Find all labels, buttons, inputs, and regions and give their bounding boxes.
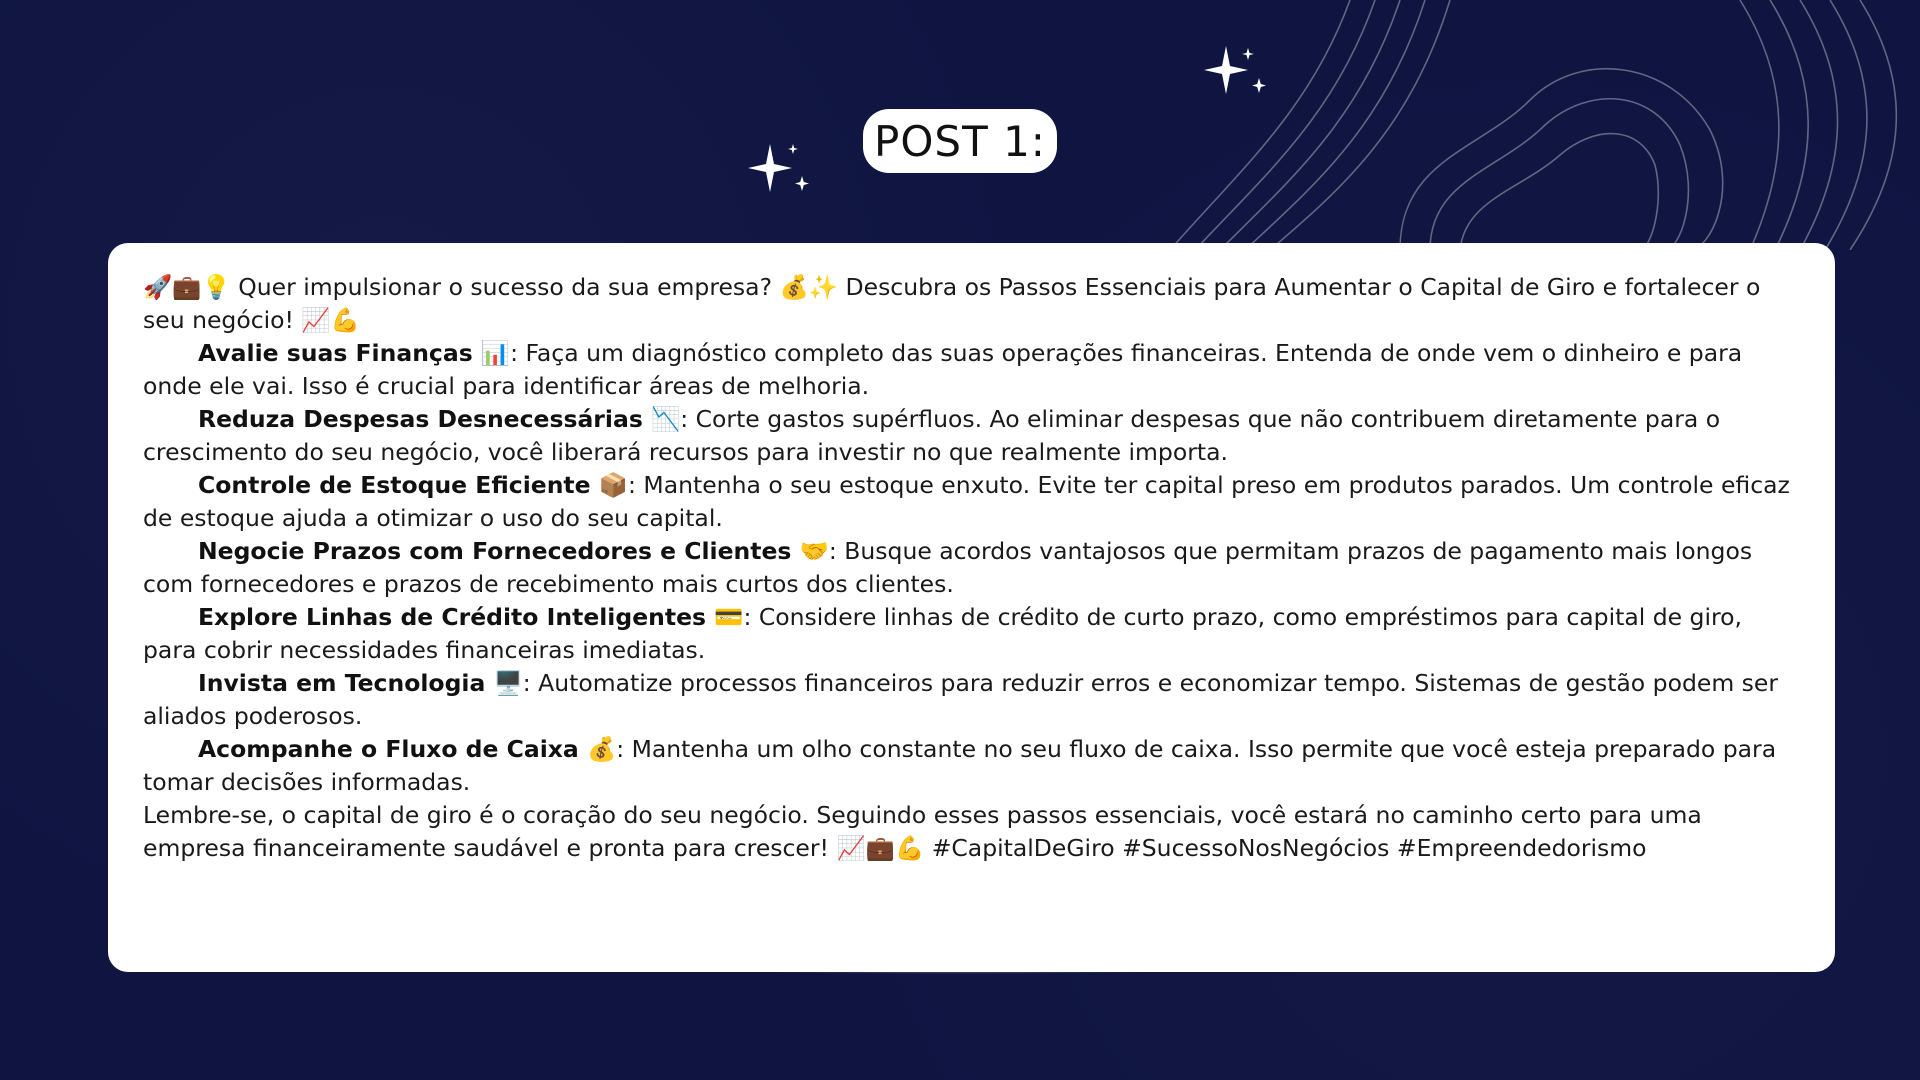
post-closing: Lembre-se, o capital de giro é o coração do seu negócio. Seguindo esses passos essenciais, você estará no caminho certo para uma empresa financeiramente saudável e pronta para crescer! 📈💼💪 #CapitalDeGiro #SucessoNosNegócios #Empreendedorismo: [143, 801, 1702, 862]
list-item: [143, 469, 1801, 535]
item-heading: Explore Linhas de Crédito Inteligentes 💳: [198, 603, 744, 631]
contour-lines-decoration: [1150, 0, 1920, 250]
item-text: : Busque acordos vantajosos que permitam prazos de pagamento mais longos com fornecedores e prazos de recebimento mais curtos dos clientes.: [143, 537, 1753, 598]
item-text: : Mantenha um olho constante no seu fluxo de caixa. Isso permite que você esteja preparado para tomar decisões informadas.: [143, 735, 1777, 796]
item-heading: Acompanhe o Fluxo de Caixa 💰: [198, 735, 617, 763]
list-item: [143, 403, 1801, 469]
item-heading: Avalie suas Finanças 📊: [198, 339, 511, 367]
item-heading: Reduza Despesas Desnecessárias 📉: [198, 405, 681, 433]
item-text: : Mantenha o seu estoque enxuto. Evite ter capital preso em produtos parados. Um controle eficaz de estoque ajuda a otimizar o uso do seu capital.: [143, 471, 1790, 532]
post-card: [108, 243, 1835, 972]
post-intro: 🚀💼💡 Quer impulsionar o sucesso da sua empresa? 💰✨ Descubra os Passos Essenciais para Aumentar o Capital de Giro e fortalecer o seu negócio! 📈💪: [143, 273, 1761, 334]
item-text: : Faça um diagnóstico completo das suas operações financeiras. Entenda de onde vem o dinheiro e para onde ele vai. Isso é crucial para identificar áreas de melhoria.: [143, 339, 1743, 400]
sparkle-icon: [1198, 40, 1268, 100]
list-item: [143, 667, 1801, 733]
sparkle-icon: [742, 138, 812, 198]
item-text: : Corte gastos supérfluos. Ao eliminar despesas que não contribuem diretamente para o crescimento do seu negócio, você liberará recursos para investir no que realmente importa.: [143, 405, 1721, 466]
list-item: [143, 337, 1801, 403]
list-item: [143, 535, 1801, 601]
item-text: : Automatize processos financeiros para reduzir erros e economizar tempo. Sistemas de gestão podem ser aliados poderosos.: [143, 669, 1779, 730]
list-item: [143, 733, 1801, 799]
item-heading: Controle de Estoque Eficiente 📦: [198, 471, 629, 499]
item-text: : Considere linhas de crédito de curto prazo, como empréstimos para capital de giro, para cobrir necessidades financeiras imediatas.: [143, 603, 1743, 664]
post-body: [143, 271, 1801, 865]
item-heading: Invista em Tecnologia 🖥️: [198, 669, 523, 697]
item-heading: Negocie Prazos com Fornecedores e Clientes 🤝: [198, 537, 829, 565]
list-item: [143, 601, 1801, 667]
post-title: POST 1:: [863, 109, 1057, 173]
